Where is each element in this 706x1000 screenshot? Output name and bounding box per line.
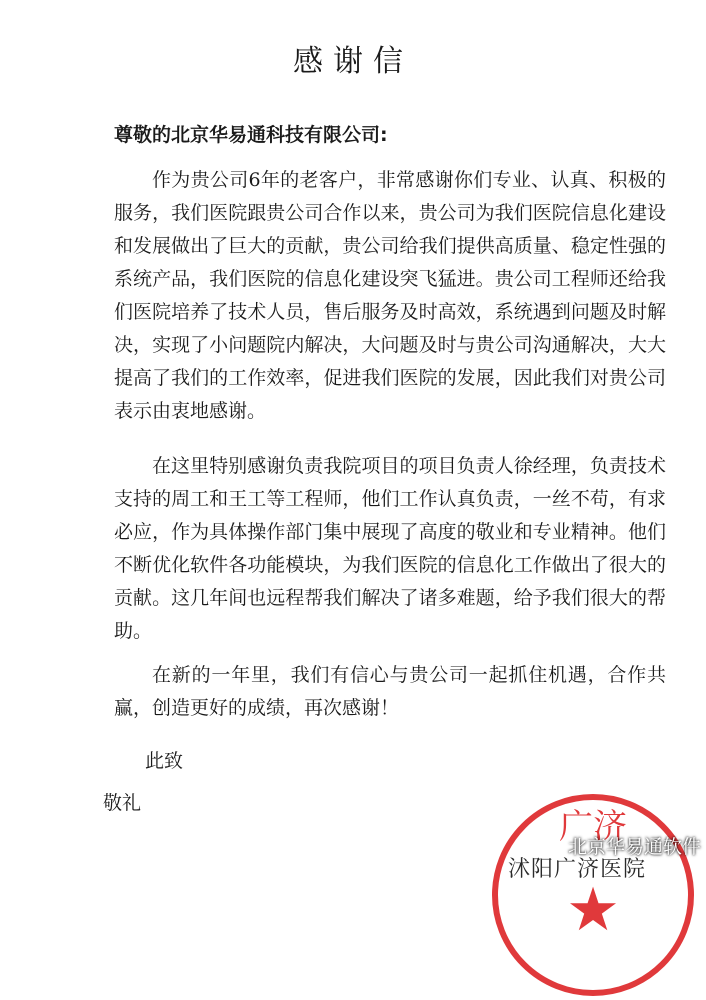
seal-text: 广济 bbox=[559, 807, 627, 847]
wechat-icon bbox=[540, 835, 562, 857]
watermark-text: 北京华易通软件 bbox=[568, 836, 702, 858]
hospital-seal bbox=[488, 790, 698, 1000]
svg-text:★: ★ bbox=[566, 875, 620, 945]
signature-hospital: 沭阳广济医院 bbox=[508, 857, 647, 882]
paragraph-1: 作为贵公司6年的老客户，非常感谢你们专业、认真、积极的服务，我们医院跟贵公司合作以来，贵公司为我们医院信息化建设和发展做出了巨大的贡献，贵公司给我们提供高质量、稳定性强的系统产品，我们医院的信息化建设突飞猛进。贵公司工程师还给我们医院培养了技术人员，售后服务及时高效，系统遇到问题及时解决，实现了小问题院内解决，大问题及时与贵公司沟通解决，大大提高了我们的工作效率，促进我们医院的发展，因此我们对贵公司表示由衷地感谢。 bbox=[114, 169, 666, 422]
closing-jingli: 敬礼 bbox=[103, 792, 142, 814]
watermark bbox=[540, 832, 701, 859]
letter-title: 感谢信 bbox=[293, 44, 413, 79]
closing-cizhi: 此致 bbox=[145, 750, 184, 772]
salutation: 尊敬的北京华易通科技有限公司: bbox=[114, 124, 388, 146]
paragraph-3: 在新的一年里，我们有信心与贵公司一起抓住机遇，合作共赢，创造更好的成绩，再次感谢！ bbox=[114, 664, 666, 719]
paragraph-2: 在这里特别感谢负责我院项目的项目负责人徐经理，负责技术支持的周工和王工等工程师，他们工作认真负责，一丝不苟，有求必应，作为具体操作部门集中展现了高度的敬业和专业精神。他们不断优化软件各功能模块，为我们医院的信息化工作做出了很大的贡献。这几年间也远程帮我们解决了诸多难题，给予我们很大的帮助。 bbox=[114, 455, 666, 642]
